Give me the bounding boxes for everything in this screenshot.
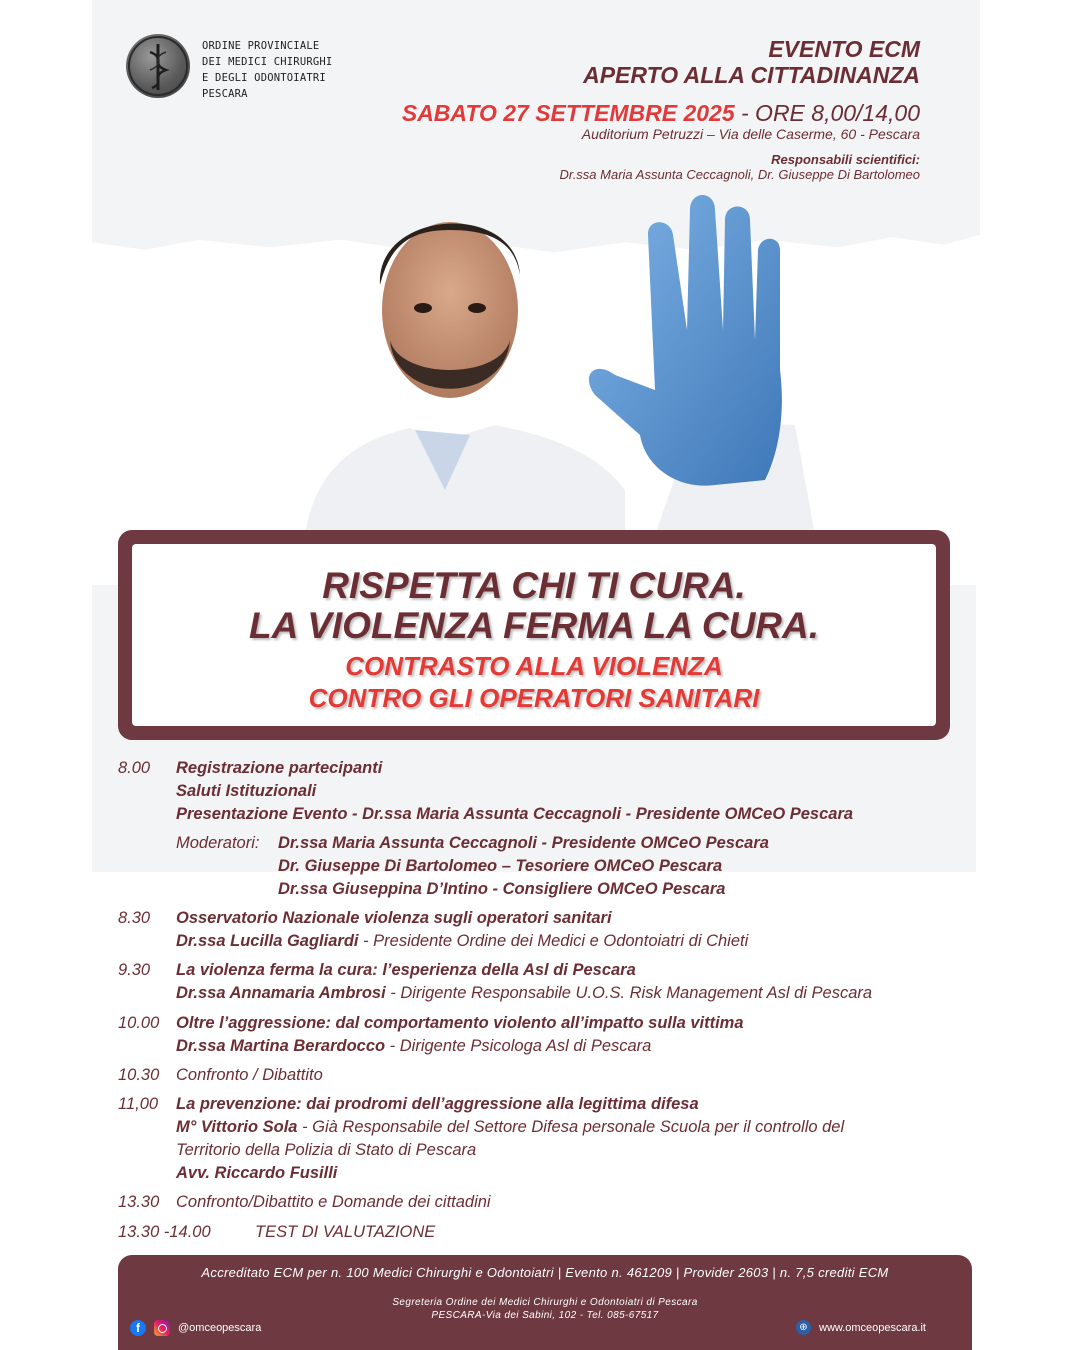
speaker-role: Territorio della Polizia di Stato di Pescara [176,1141,477,1159]
instagram-icon[interactable] [154,1320,170,1336]
slogan-line-1: RISPETTA CHI TI CURA. [322,565,746,606]
event-date [402,99,920,127]
time-text: - ORE 8,00/14,00 [734,100,920,126]
subtitle-line-2: CONTRO GLI OPERATORI SANITARI [308,683,760,713]
subtitle-line-1: CONTRASTO ALLA VIOLENZA [345,651,723,681]
secretariat-line: PESCARA-Via dei Sabini, 102 - Tel. 085-67517 [431,1310,659,1321]
date-text: SABATO 27 SETTEMBRE 2025 [401,100,735,126]
responsible-names: Dr.ssa Maria Assunta Ceccagnoli, Dr. Giuseppe Di Bartolomeo [559,167,920,182]
program-title: Osservatorio Nazionale violenza sugli operatori sanitari [176,909,612,927]
program-title: Confronto / Dibattito [176,1066,323,1084]
secretariat-info [118,1296,972,1322]
speaker-role: - Dirigente Psicologa Asl di Pescara [385,1037,652,1055]
secretariat-line: Segreteria Ordine dei Medici Chirurghi e Odontoiatri di Pescara [392,1297,698,1308]
speaker-name: Dr.ssa Lucilla Gagliardi [176,932,359,950]
speaker-name: Dr.ssa Annamaria Ambrosi [176,984,386,1002]
program-time: 11,00 [118,1095,159,1113]
social-links [130,1320,261,1336]
website-link[interactable] [796,1320,926,1335]
program-time: 8.00 [118,759,151,777]
program-title: TEST DI VALUTAZIONE [255,1223,436,1241]
program-time: 9.30 [118,961,151,979]
program-title: Presentazione Evento - Dr.ssa Maria Assunta Ceccagnoli - Presidente OMCeO Pescara [176,805,854,823]
slogan-banner [118,530,950,740]
social-handle[interactable]: @omceopescara [178,1322,262,1334]
responsible-label: Responsabili scientifici: [771,152,920,167]
speaker-name: M° Vittorio Sola [176,1118,298,1136]
speaker-name: Dr.ssa Martina Berardocco [176,1037,386,1055]
speaker-name: Avv. Riccardo Fusilli [176,1164,338,1182]
moderators-label: Moderatori: [176,834,260,852]
org-line: PESCARA [202,88,248,100]
slogan-banner-inner [132,544,936,726]
program-time: 10.00 [118,1014,160,1032]
moderator-name: Dr.ssa Maria Assunta Ceccagnoli - Presidente OMCeO Pescara [278,834,769,852]
org-line: ORDINE PROVINCIALE [202,40,320,52]
program-time: 13.30 -14.00 [118,1223,211,1241]
program-title: La violenza ferma la cura: l’esperienza della Asl di Pescara [176,961,636,979]
speaker-role: - Dirigente Responsabile U.O.S. Risk Management Asl di Pescara [385,984,873,1002]
org-line: E DEGLI ODONTOIATRI [202,72,326,84]
program-title: Confronto/Dibattito e Domande dei cittadini [176,1193,491,1211]
org-name [202,38,332,102]
program-title: La prevenzione: dai prodromi dell’aggressione alla legittima difesa [176,1095,699,1113]
moderator-name: Dr.ssa Giuseppina D’Intino - Consigliere OMCeO Pescara [278,880,726,898]
event-venue: Auditorium Petruzzi – Via delle Caserme, 60 - Pescara [581,126,920,142]
footer [118,1255,972,1350]
accreditation-text: Accreditato ECM per n. 100 Medici Chirurghi e Odontoiatri | Evento n. 461209 | Provider 2603 | n. 7,5 crediti ECM [201,1265,889,1280]
program-title: Saluti Istituzionali [176,782,317,800]
program-time: 13.30 [118,1193,160,1211]
caduceus-coin-icon [126,34,190,98]
doctor-stop-hand-photo [295,190,825,535]
org-line: DEI MEDICI CHIRURGHI [202,56,333,68]
program-time: 10.30 [118,1066,160,1084]
speaker-role: - Presidente Ordine dei Medici e Odontoiatri di Chieti [358,932,749,950]
program-title: Oltre l’aggressione: dal comportamento violento all’impatto sulla vittima [176,1014,744,1032]
slogan-line-2: LA VIOLENZA FERMA LA CURA. [248,605,820,646]
event-audience: APERTO ALLA CITTADINANZA [583,62,920,88]
moderator-name: Dr. Giuseppe Di Bartolomeo – Tesoriere OMCeO Pescara [278,857,723,875]
program-title: Registrazione partecipanti [176,759,383,777]
speaker-role: - Già Responsabile del Settore Difesa personale Scuola per il controllo del [297,1118,845,1136]
program-time: 8.30 [118,909,151,927]
facebook-icon[interactable]: f [130,1320,146,1336]
website-url[interactable]: www.omceopescara.it [819,1321,926,1334]
globe-icon: ⊕ [796,1320,811,1335]
event-type: EVENTO ECM [768,36,920,62]
